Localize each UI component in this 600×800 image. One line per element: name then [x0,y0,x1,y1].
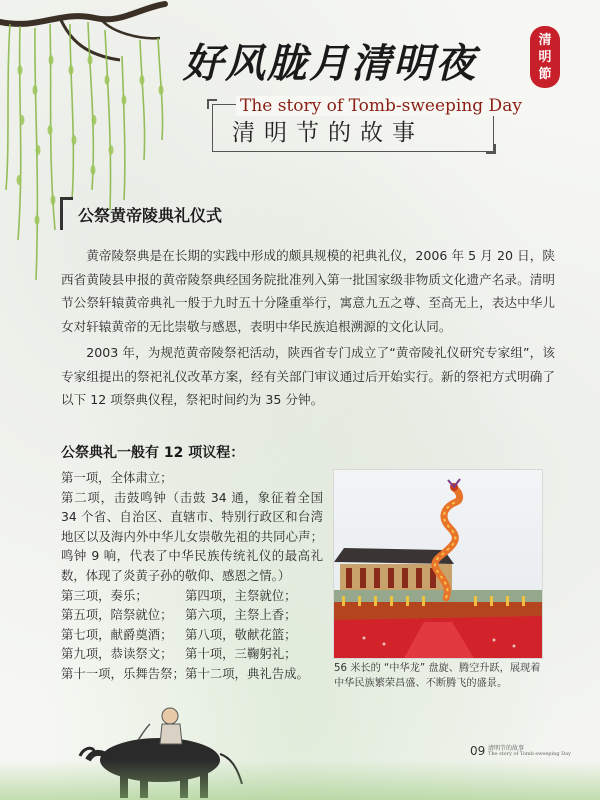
body-paragraph: 2003 年，为规范黄帝陵祭祀活动，陕西省专门成立了“黄帝陵礼仪研究专家组”，该专家组提出的祭祀礼仪改革方案，经有关部门审议通过后开始实行。新的祭祀方式明确了以下 12 项祭典仪程，祭祀时间约为 35 分钟。 [61,345,555,407]
running-title-cn: 清明节的故事 [488,745,525,752]
section-title: 公祭黄帝陵典礼仪式 [78,206,223,225]
procedure-item: 第五项，陪祭就位； [61,607,173,623]
procedure-item: 第二项，击鼓鸣钟（击鼓 34 通，象征着全国 34 个省、自治区、直辖市、特别行政区和台湾地区以及海内外中华儿女崇敬先祖的共同心声；鸣钟 9 响，代表了中华民族传统礼仪的最高礼数，体现了炎黄子孙的敬仰、感恩之情。） [61,489,323,583]
procedure-item: 第三项，奏乐； [61,587,148,603]
procedure-item: 第六项，主祭上香； [185,607,297,623]
procedure-row [61,644,323,664]
procedure-item: 第八项，敬献花篮； [185,626,297,642]
seal-char: 清 [538,32,552,48]
procedure-row [61,625,323,645]
procedure-item: 第九项，恭读祭文； [61,646,173,662]
procedure-item: 第十一项，乐舞告祭； [61,665,185,681]
seal-char: 節 [538,66,552,82]
photo-caption: 56 米长的 “中华龙” 盘旋、腾空升跃，展现着中华民族繁荣昌盛、不断腾飞的盛景。 [334,663,541,689]
procedure-row [61,605,323,625]
page-number: 09 [470,744,486,758]
procedure-item: 第七项，献爵奠酒； [61,626,173,642]
procedure-row [61,586,323,606]
main-title: 好风胧月清明夜 [183,40,477,87]
procedure-list-title: 公祭典礼一般有 12 项议程： [61,445,245,461]
procedure-item: 第十项，三鞠躬礼； [185,646,297,662]
seal-char: 明 [538,49,552,65]
procedure-list [61,468,323,684]
story-subtitle-cn: 清明节的故事 [232,120,424,146]
running-title-en: The story of Tomb-sweeping Day [488,751,571,757]
procedure-item: 第十二项，典礼告成。 [185,665,309,681]
ceremony-photo [333,469,543,659]
procedure-item: 第一项，全体肃立； [61,470,173,485]
grass-strip [0,760,600,800]
dragon-ceremony-image-icon [334,470,542,658]
procedure-item: 第四项，主祭就位； [185,587,297,603]
body-paragraph: 黄帝陵祭典是在长期的实践中形成的颇具规模的祀典礼仪，2006 年 5 月 20 日，陕西省黄陵县申报的黄帝陵祭典经国务院批准列入第一批国家级非物质文化遗产名录。清明节公祭轩辕黄帝典礼一般于九时五十分隆重举行，寓意九五之尊、至高无上，表达中华儿女对轩辕黄帝的无比崇敬与感恩，表明中华民族追根溯源的文化认同。 [61,248,555,334]
section-bracket [60,197,73,230]
frame-corner [486,144,496,154]
seal-stamp [530,26,560,88]
frame-corner [207,99,217,109]
story-subtitle-en: The story of Tomb-sweeping Day [236,96,526,116]
